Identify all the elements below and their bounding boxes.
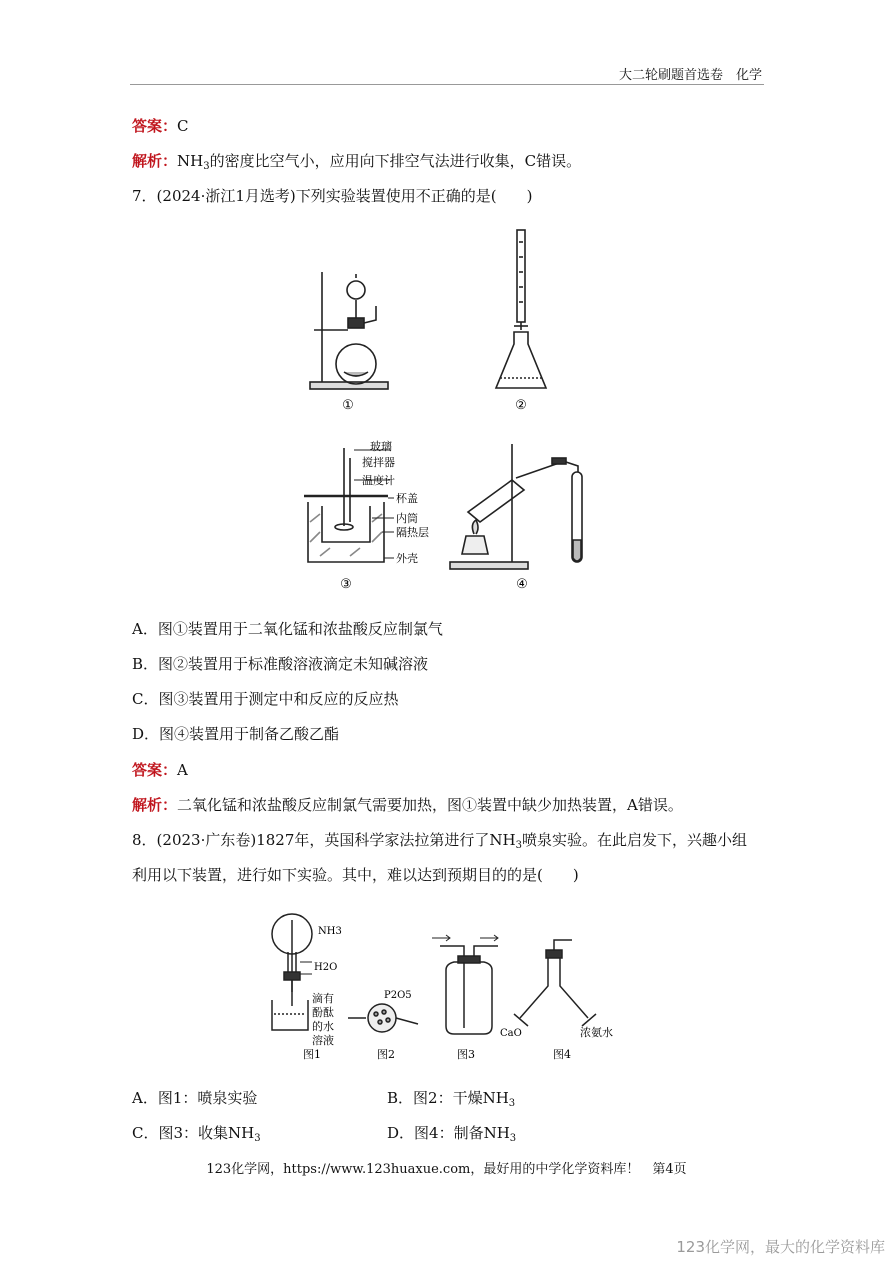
q7-option-d: D．图④装置用于制备乙酸乙酯 [132,725,340,743]
q8-stem-line2: 利用以下装置，进行如下实验。其中，难以达到预期目的的是( ) [132,866,579,884]
prev-answer [132,116,189,136]
analysis-label: 解析： [132,152,178,170]
prev-analysis: 解析：$NH_3$的密度比空气小，应用向下排空气法进行收集，C错误。 [132,152,582,172]
q8-figure [262,906,632,1066]
q7-figure [290,222,630,602]
fig3-annotation: 外壳 [396,552,418,565]
fig3-annotation: 内筒 [396,512,418,525]
header-rule [130,84,764,85]
q7-stem: 7．(2024·浙江1月选考)下列实验装置使用不正确的是( ) [132,187,533,205]
fig3-annotation: 搅拌器 [362,456,395,469]
q8-option-d: D．图4：制备$NH_3$ [387,1124,517,1144]
fig3-annotation: 杯盖 [396,492,418,505]
q7-option-b: B．图②装置用于标准酸溶液滴定未知碱溶液 [132,655,429,673]
cao-label: CaO [500,1028,522,1039]
solution-label: 的水 [312,1020,334,1033]
fig2-label: ② [515,398,527,413]
answer-label: 答案： [132,761,178,779]
q8-option-b: B．图2：干燥$NH_3$ [387,1089,516,1109]
solution-label: 滴有 [312,992,334,1005]
fig4-apparatus [450,444,582,569]
q8-stem-line1: 8．(2023·广东卷)1827年，英国科学家法拉第进行了$NH_3$喷泉实验。在此启发下，兴趣小组 [132,831,747,851]
fig1-apparatus [310,272,388,389]
answer-value: A [177,761,188,779]
q7-option-c: C．图③装置用于测定中和反应的反应热 [132,690,399,708]
fig4-caption: 图4 [553,1048,571,1061]
ammonia-label: 浓氨水 [580,1026,613,1039]
fig3-annotation: 隔热层 [396,526,429,539]
fig3-caption: 图3 [457,1048,475,1061]
answer-label: 答案： [132,117,178,135]
fig3-annotation: 温度计 [362,474,395,487]
solution-label: 溶液 [312,1034,334,1047]
fig3-annotation: 玻璃 [370,440,392,453]
p2o5-label: P2O5 [384,990,412,1001]
h2o-label: H2O [314,962,338,973]
fig2-apparatus [496,230,546,388]
fig3-label: ③ [340,577,352,592]
page-footer: 123化学网，https://www.123huaxue.com，最好用的中学化学资料库！ 第4页 [206,1162,687,1177]
fig1-caption: 图1 [303,1048,321,1061]
q7-analysis: 解析：二氧化锰和浓盐酸反应制氯气需要加热，图①装置中缺少加热装置，A错误。 [132,796,683,814]
fig4-label: ④ [516,577,528,592]
q8-option-a: A．图1：喷泉实验 [132,1089,258,1107]
page-header: 大二轮刷题首选卷 化学 [618,68,762,83]
watermark: 123化学网，最大的化学资料库 [676,1238,885,1256]
q7-answer [132,760,188,780]
analysis-label: 解析： [132,796,178,814]
q7-option-a: A．图①装置用于二氧化锰和浓盐酸反应制氯气 [132,620,443,638]
fig2-caption: 图2 [377,1048,395,1061]
nh3-label: NH3 [318,926,342,937]
answer-value: C [177,117,189,135]
fig1-label: ① [342,398,354,413]
q8-option-c: C．图3：收集$NH_3$ [132,1124,261,1144]
solution-label: 酚酞 [312,1006,334,1019]
